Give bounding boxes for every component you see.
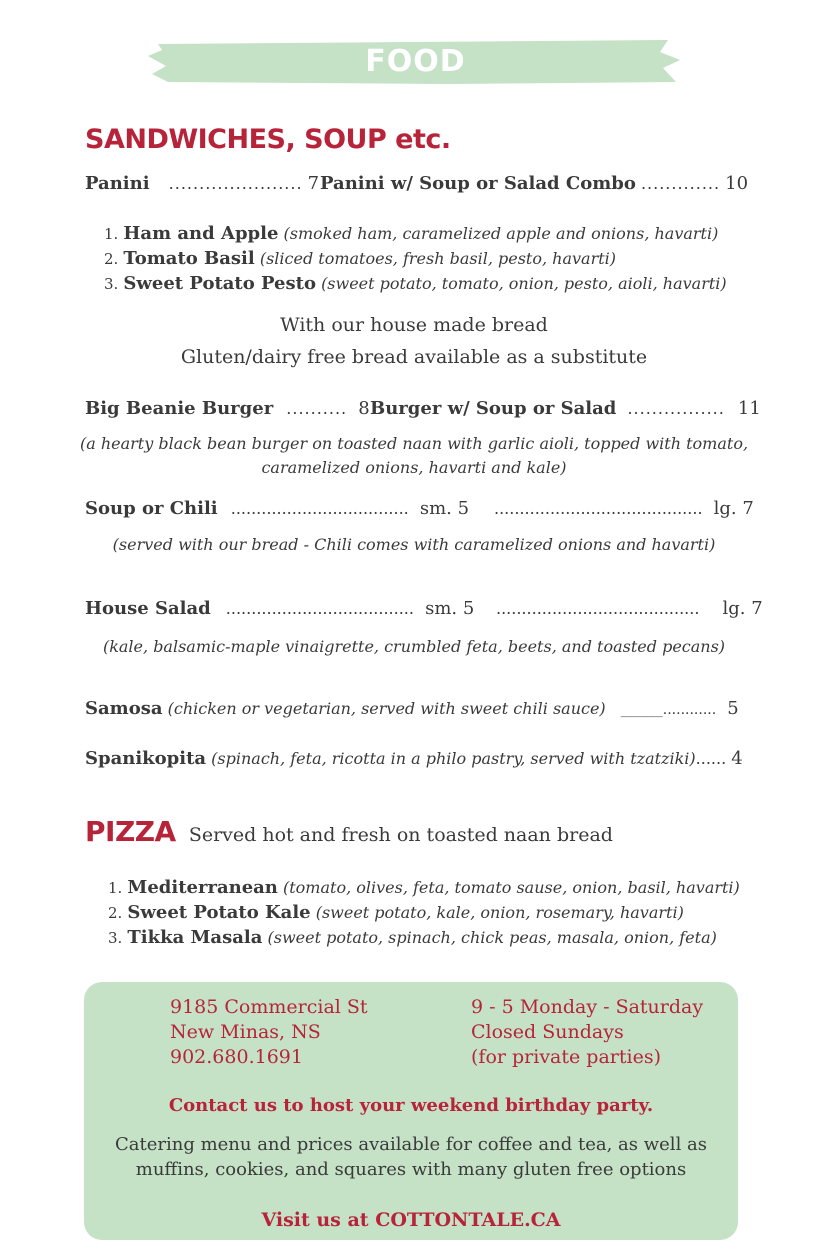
burger-dots: .......... xyxy=(286,399,348,418)
soup-sm-price: sm. 5 xyxy=(419,498,470,519)
salad-dots-sm: ..................................... xyxy=(225,599,414,618)
pizza-header xyxy=(85,815,613,848)
samosa-name: Samosa xyxy=(85,698,163,719)
catering-line-2: muffins, cookies, and squares with many gluten free options xyxy=(135,1159,687,1180)
list-item: 1. Mediterranean (tomato, olives, feta, tomato sause, onion, basil, havarti) xyxy=(108,877,740,898)
pizza-subtitle: Served hot and fresh on toasted naan bread xyxy=(188,824,613,846)
burger-row xyxy=(85,398,370,419)
burger-combo-row xyxy=(370,398,761,419)
panini-dots: ...................... xyxy=(168,174,303,193)
address-line-1: 9185 Commercial St xyxy=(170,996,368,1018)
sandwich-list xyxy=(104,223,744,298)
bread-note-2: Gluten/dairy free bread available as a substitute xyxy=(180,346,648,368)
hours-line-3: (for private parties) xyxy=(471,1046,661,1068)
burger-combo-dots: ................ xyxy=(627,399,725,418)
spanikopita-price: 4 xyxy=(731,748,743,769)
soup-row xyxy=(85,498,469,519)
combo-price: 10 xyxy=(725,173,749,194)
bread-note-1: With our house made bread xyxy=(280,314,548,336)
salad-dots-lg: ........................................ xyxy=(496,599,700,618)
salad-desc: (kale, balsamic-maple vinaigrette, crumbled feta, beets, and toasted pecans) xyxy=(102,637,726,656)
panini-row xyxy=(85,173,319,194)
combo-name: Panini w/ Soup or Salad Combo xyxy=(320,173,636,194)
address-block xyxy=(170,995,368,1070)
pizza-list xyxy=(108,877,748,952)
samosa-row xyxy=(85,698,739,719)
burger-name: Big Beanie Burger xyxy=(85,398,274,419)
soup-lg-row xyxy=(494,498,754,519)
hours-block xyxy=(471,995,703,1070)
spanikopita-dots: ...... xyxy=(695,749,727,768)
list-item: 1. Ham and Apple (smoked ham, caramelized apple and onions, havarti) xyxy=(104,223,719,244)
salad-sm-price: sm. 5 xyxy=(425,598,475,619)
burger-desc-1: (a hearty black bean burger on toasted naan with garlic aioli, topped with tomato, xyxy=(79,434,749,453)
burger-combo-name: Burger w/ Soup or Salad xyxy=(370,398,617,419)
salad-row xyxy=(85,598,474,619)
hours-line-1: 9 - 5 Monday - Saturday xyxy=(471,996,704,1018)
catering-line-1: Catering menu and prices available for coffee and tea, as well as xyxy=(114,1134,708,1155)
party-callout: Contact us to host your weekend birthday party. xyxy=(168,1095,654,1116)
list-item: 3. Tikka Masala (sweet potato, spinach, chick peas, masala, onion, feta) xyxy=(108,927,717,948)
sandwiches-heading: SANDWICHES, SOUP etc. xyxy=(85,124,451,155)
list-item: 2. Tomato Basil (sliced tomatoes, fresh basil, pesto, havarti) xyxy=(104,248,617,269)
list-item: 2. Sweet Potato Kale (sweet potato, kale, onion, rosemary, havarti) xyxy=(108,902,684,923)
soup-desc: (served with our bread - Chili comes with caramelized onions and havarti) xyxy=(112,535,716,554)
soup-name: Soup or Chili xyxy=(85,498,218,519)
website-link[interactable]: Visit us at COTTONTALE.CA xyxy=(261,1209,561,1231)
spanikopita-name: Spanikopita xyxy=(85,748,207,769)
hours-line-2: Closed Sundays xyxy=(471,1021,624,1043)
burger-combo-price: 11 xyxy=(737,398,761,419)
address-line-2: New Minas, NS xyxy=(170,1021,321,1043)
panini-name: Panini xyxy=(85,173,150,194)
combo-dots: ............. xyxy=(640,174,721,193)
panini-price: 7 xyxy=(307,173,320,194)
salad-name: House Salad xyxy=(85,598,211,619)
pizza-heading: PIZZA xyxy=(85,815,176,848)
burger-price: 8 xyxy=(358,398,370,419)
list-item: 3. Sweet Potato Pesto (sweet potato, tomato, onion, pesto, aioli, havarti) xyxy=(104,273,727,294)
combo-row xyxy=(320,173,748,194)
soup-dots-sm: ................................... xyxy=(230,499,409,518)
samosa-desc: (chicken or vegetarian, served with sweet chili sauce) xyxy=(167,699,606,718)
salad-lg-price: lg. 7 xyxy=(722,598,763,619)
burger-desc-2: caramelized onions, havarti and kale) xyxy=(261,458,567,477)
spanikopita-row xyxy=(85,748,743,769)
banner-title: FOOD xyxy=(365,44,466,79)
soup-lg-price: lg. 7 xyxy=(713,498,754,519)
samosa-dots: ______............ xyxy=(620,702,717,718)
samosa-price: 5 xyxy=(727,698,739,719)
soup-dots-lg: ......................................... xyxy=(494,499,703,518)
spanikopita-desc: (spinach, feta, ricotta in a philo pastry, served with tzatziki) xyxy=(211,749,696,768)
salad-lg-row xyxy=(496,598,763,619)
phone: 902.680.1691 xyxy=(170,1046,303,1068)
